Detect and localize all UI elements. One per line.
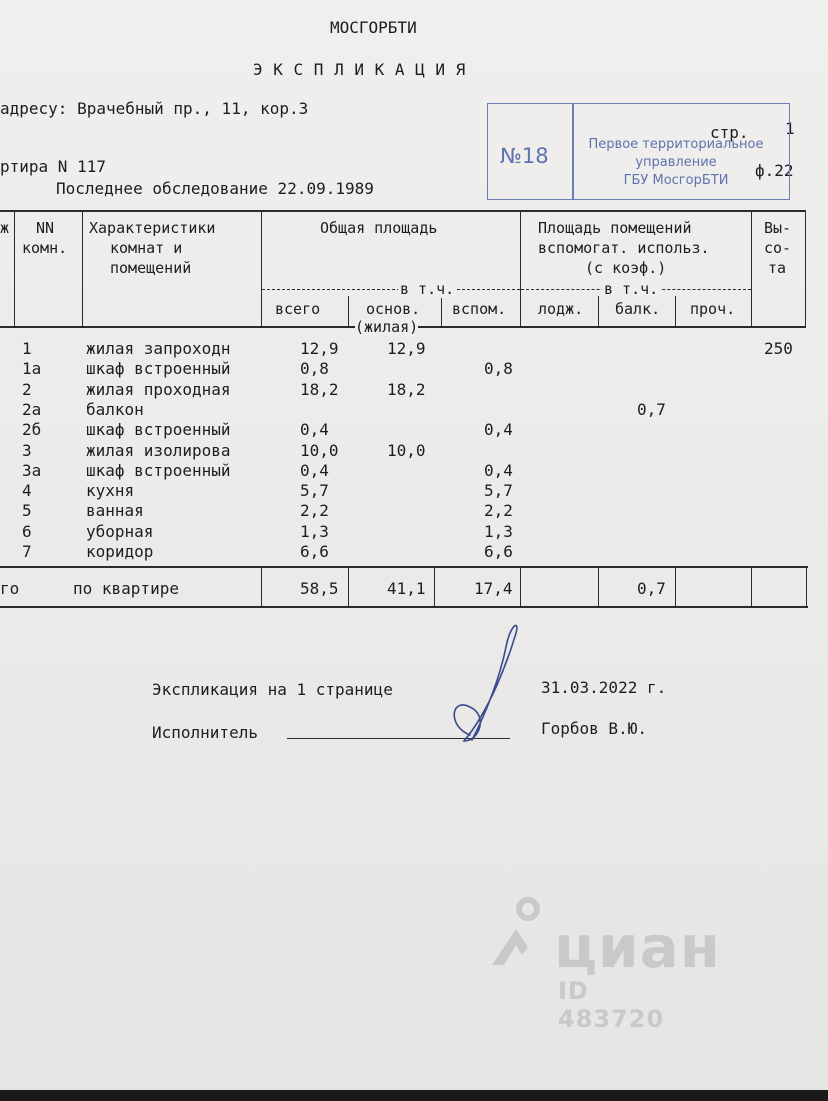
watermark-id: ID 483720 <box>558 977 665 1033</box>
row-aux: 0,8 <box>484 359 513 379</box>
row-aux: 0,4 <box>484 420 513 440</box>
col-total: всего <box>275 300 321 318</box>
row-name: жилая изолирова <box>86 440 231 460</box>
col-num-1: NN <box>36 219 55 237</box>
col-num-2: комн. <box>22 239 68 257</box>
col-incl-2: в т.ч. <box>604 280 659 298</box>
totals-aux: 17,4 <box>474 579 513 598</box>
row-total: 2,2 <box>300 501 329 521</box>
row-name: жилая проходная <box>86 379 231 399</box>
bottom-strip <box>0 1090 828 1101</box>
row-number: 5 <box>22 501 32 521</box>
page-number: 1 <box>785 119 795 138</box>
watermark-brand: циан <box>554 913 721 981</box>
row-main: 12,9 <box>387 339 426 358</box>
row-height: 250 <box>764 339 793 358</box>
row-name: кухня <box>86 481 135 501</box>
stamp-number: №18 <box>500 144 549 168</box>
row-number: 4 <box>22 481 32 501</box>
row-name: шкаф встроенный <box>86 460 231 480</box>
row-total: 0,8 <box>300 359 329 379</box>
bti-stamp <box>487 103 790 200</box>
stamp-line-2: управление <box>635 155 717 170</box>
row-total: 5,7 <box>300 481 329 501</box>
row-number: 1а <box>22 359 42 379</box>
col-aux: вспом. <box>452 300 507 318</box>
row-name: уборная <box>86 521 154 541</box>
row-name: жилая запроходн <box>86 339 231 358</box>
col-total-area: Общая площадь <box>320 219 438 237</box>
col-char-3: помещений <box>110 259 192 277</box>
pages-text: Экспликация на 1 странице <box>152 680 393 699</box>
row-name: шкаф встроенный <box>86 420 231 440</box>
col-other: проч. <box>690 300 736 318</box>
col-floor: ж <box>0 219 10 237</box>
row-total: 0,4 <box>300 420 329 440</box>
executor-name: Горбов В.Ю. <box>541 719 647 738</box>
handwritten-signature <box>440 615 530 750</box>
totals-label-start: го <box>0 579 20 598</box>
apartment-line: ртира N 117 <box>0 157 106 176</box>
row-number: 1 <box>22 339 32 358</box>
row-number: 2а <box>22 399 42 419</box>
col-aux-area-3: (с коэф.) <box>585 259 667 277</box>
row-aux: 0,4 <box>484 460 513 480</box>
row-total: 1,3 <box>300 521 329 541</box>
row-main: 18,2 <box>387 379 426 399</box>
row-name: ванная <box>86 501 144 521</box>
col-height-2: со- <box>764 239 792 257</box>
col-loggia: лодж. <box>538 300 584 318</box>
row-number: 2б <box>22 420 42 440</box>
row-aux: 1,3 <box>484 521 513 541</box>
row-total: 10,0 <box>300 440 339 460</box>
row-name: шкаф встроенный <box>86 359 231 379</box>
col-char-1: Характеристики <box>89 219 216 237</box>
stamp-divider <box>572 104 574 199</box>
col-aux-area-2: вспомогат. использ. <box>538 239 710 257</box>
row-total: 12,9 <box>300 339 339 358</box>
row-aux: 6,6 <box>484 542 513 561</box>
col-aux-area-1: Площадь помещений <box>538 219 692 237</box>
col-char-2: комнат и <box>110 239 183 257</box>
row-name: балкон <box>86 399 144 419</box>
row-total: 18,2 <box>300 379 339 399</box>
row-number: 3 <box>22 440 32 460</box>
document-title: Э К С П Л И К А Ц И Я <box>253 60 466 79</box>
totals-total: 58,5 <box>300 579 339 598</box>
totals-balcony: 0,7 <box>637 579 666 598</box>
executor-label: Исполнитель <box>152 723 258 742</box>
row-total: 6,6 <box>300 542 329 561</box>
row-balcony: 0,7 <box>637 399 666 419</box>
stamp-line-1: Первое территориальное <box>588 137 764 152</box>
row-main: 10,0 <box>387 440 426 460</box>
row-number: 6 <box>22 521 32 541</box>
row-number: 3а <box>22 460 42 480</box>
address-line: адресу: Врачебный пр., 11, кор.3 <box>0 99 309 118</box>
document-date: 31.03.2022 г. <box>541 678 667 697</box>
last-survey-line: Последнее обследование 22.09.1989 <box>56 179 374 198</box>
org-name: МОСГОРБТИ <box>330 18 417 37</box>
row-aux: 2,2 <box>484 501 513 521</box>
totals-label: по квартире <box>73 579 179 598</box>
row-total: 0,4 <box>300 460 329 480</box>
totals-main: 41,1 <box>387 579 426 598</box>
cian-logo-icon <box>488 895 548 975</box>
form-ref: ф.22 <box>755 161 794 180</box>
col-main-sub: (жилая) <box>355 318 419 336</box>
col-height-3: та <box>768 259 787 277</box>
col-incl-1: в т.ч. <box>400 280 455 298</box>
row-aux: 5,7 <box>484 481 513 501</box>
col-balcony: балк. <box>615 300 661 318</box>
page-ref: стр. <box>710 123 749 142</box>
row-name: коридор <box>86 542 154 561</box>
row-number: 7 <box>22 542 32 561</box>
row-number: 2 <box>22 379 32 399</box>
stamp-line-3: ГБУ МосгорБТИ <box>623 173 729 188</box>
col-height-1: Вы- <box>764 219 792 237</box>
col-main: основ. <box>366 300 421 318</box>
